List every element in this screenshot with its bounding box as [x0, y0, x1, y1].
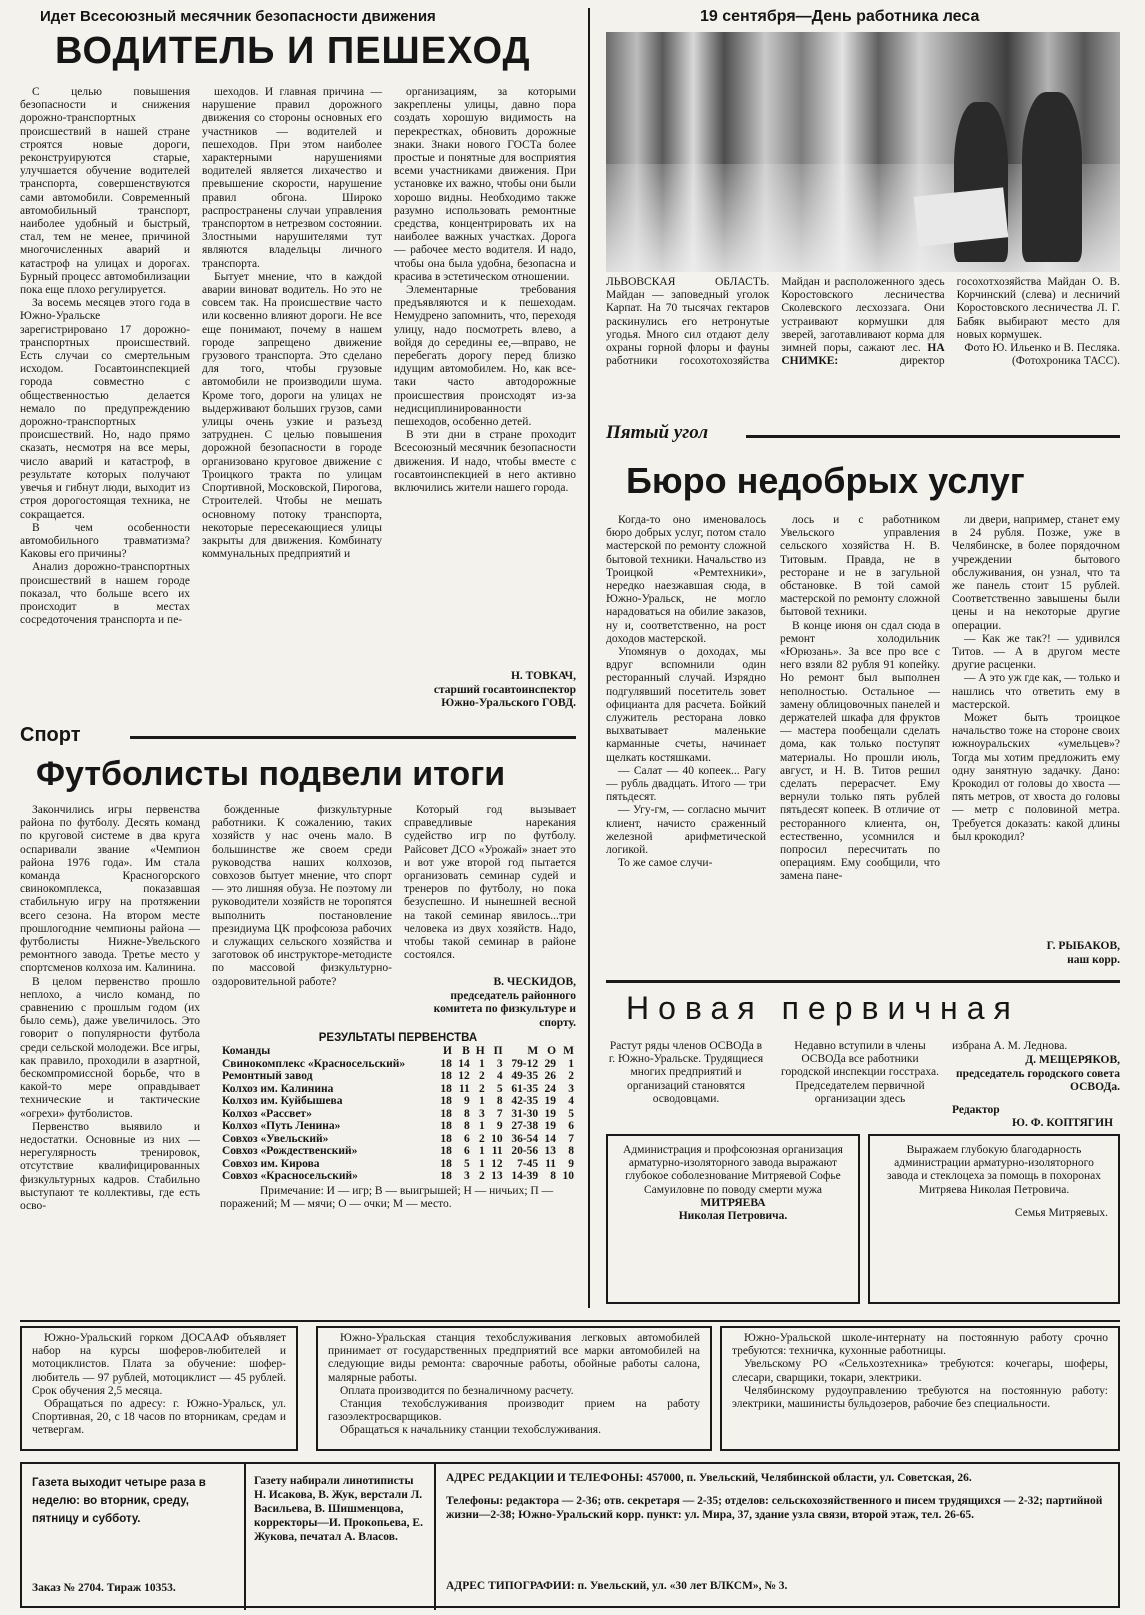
- results-cell: 3: [464, 1170, 470, 1183]
- forest-photo: [606, 32, 1120, 272]
- ad-jobs: Южно-Уральской школе-интернату на постоянную работу срочно требуются: техничка, кухонные работницы. Увельскому РО «Сельхозтехника» требуются: кочегары, шоферы, слесари, сварщики, токари, электрики. Челябинскому рудоуправлению требуются на постоянную работу: электрики, машинисты бульдозеров, рабочие без специальности.: [720, 1326, 1120, 1451]
- results-cell: 4: [496, 1070, 503, 1083]
- results-cell: 18: [440, 1095, 452, 1108]
- traffic-col-2: шеходов. И главная причина — нарушение правил дорожного движения со стороны основных его участников — водителей и пешеходов. При этом наиболее характерными нарушениями водителей является лихачество и превышение скорости, нарушение правил обгона. Широко распространены случаи управления транспортом в нетрезвом состоянии. Злостными нарушителями тут являются владельцы личного транспорта. Бытует мнение, что в каждой аварии виноват водитель. Но это не совсем так. На происшествие часто или косвенно влияют дороги. Не все еще понимают, почему в нашем городе запрещено движение грузового транспорта. Это сделано для того, чтобы грузовые автомобили не производили шума. Кроме того, дороги на улицах не выдерживают больших грузов, сами улицы очень узкие и разъезд затруднен. С целью повышения дорожной безопасности в городе организовано круговое движение с Троицкого тракта по улицам Спортивной, Московской, Пирогова, Строителей. Чтобы не мешать основному потоку транспорта, некоторые пересекающиеся улицы закрыты для движения. Комбинату коммунальных предприятий и: [202, 86, 382, 561]
- fifth-col-1: Когда-то оно именовалось бюро добрых услуг, потом стало мастерской по ремонту сложной бытовой техники. Начальство из Троицкой «Ремтехники», нередко наезжавшая сюда, в Южно-Уральск, не могло нарадоваться на обилие заказов, ну и, соответственно, на рост доходов мастерской. Упомянув о доходах, мы вдруг вспомнили один ресторанный случай. Изрядно подгулявший посетитель зовет официанта для расчета. Бойкий служитель ресторана ловко выхватывает маленькие карманные счеты, начинает щелкать костяшками. — Салат — 40 копеек... Рагу — рубль двадцать. Итого — три пятьдесят. — Угу-гм, — согласно мычит клиент, начисто сраженный железной арифметической логикой. То же самое случи-: [606, 514, 766, 870]
- results-cell: 18: [440, 1120, 452, 1133]
- results-cell: Ремонтный завод: [222, 1070, 313, 1083]
- table-row: [220, 1120, 576, 1133]
- footer-order: Заказ № 2704. Тираж 10353.: [32, 1582, 176, 1594]
- osvod-col-2: Недавно вступили в члены ОСВОДа все работники городской инспекции госстраха. Председателем первичной организации здесь: [781, 1040, 939, 1105]
- results-cell: 24: [544, 1082, 557, 1095]
- table-row: [220, 1170, 576, 1183]
- results-cell: 14-39: [511, 1170, 539, 1183]
- results-cell: Совхоз им. Кирова: [222, 1157, 320, 1170]
- traffic-col-1: С целью повышения безопасности и снижения дорожно-транспортных происшествий в нашей стране строятся новые дороги, реконструируются старые, улучшается обучение водителей транспорта, совершенствуются сами автомобили. Современный автомобильный транспорт, наиболее удобный и быстрый, стал, тем не менее, причиной многочисленных аварий и катастроф на улицах и дорогах. Бурный процесс автомобилизации пока еще плохо регулируется. За восемь месяцев этого года в Южно-Уральске зарегистрировано 17 дорожно-транспортных происшествий. Есть случаи со смертельным исходом. Госавтоинспекцией города совместно с общественностью делается немало по предупреждению дорожно-транспортных происшествий. Но, надо прямо сказать, несмотря на все меры, число аварий и катастроф, в результате которых получают увечья и гибнут люди, выходит из строя дорогостоящая техника, не сокращается. В чем особенности автомобильного травматизма? Каковы его причины? Анализ дорожно-транспортных происшествий в нашем городе показал, что больше всего их происходит в местах сосредоточения транспорта и пе-: [20, 86, 190, 627]
- editor-line: Редактор Ю. Ф. КОПТЯГИН: [952, 1104, 1114, 1130]
- results-cell: Совхоз «Увельский»: [222, 1132, 329, 1145]
- results-cell: 5: [496, 1082, 503, 1095]
- results-cell: 18: [440, 1057, 452, 1070]
- results-cell: 7: [496, 1107, 503, 1120]
- results-cell: 18: [440, 1082, 452, 1095]
- results-cell: 18: [440, 1107, 452, 1120]
- results-cell: 11: [545, 1157, 557, 1170]
- osvod-col-1: Растут ряды членов ОСВОДа в г. Южно-Уральске. Трудящиеся многих предприятий и организаций становятся осводовцами.: [608, 1040, 764, 1105]
- fifth-rubric: Пятый угол: [606, 422, 746, 444]
- results-cell: 6: [464, 1145, 470, 1158]
- results-cell: 79-12: [511, 1057, 539, 1070]
- osvod-rule-top: [606, 980, 1120, 983]
- footer-staff: Газету набирали линотиписты Н. Исакова, В. Жук, верстали Л. Васильева, В. Шишменцова, корректоры—И. Прокопьева, Е. Жукова, печатал А. Власов.: [254, 1475, 423, 1543]
- results-cell: 18: [440, 1145, 452, 1158]
- traffic-kicker: Идет Всесоюзный месячник безопасности движения: [40, 8, 436, 25]
- results-cell: 29: [544, 1057, 557, 1070]
- results-cell: 14: [544, 1132, 557, 1145]
- traffic-title: ВОДИТЕЛЬ И ПЕШЕХОД: [55, 30, 531, 72]
- results-cell: 2: [478, 1170, 485, 1183]
- footer-imprint: [20, 1462, 1120, 1608]
- footer-address: АДРЕС РЕДАКЦИИ И ТЕЛЕФОНЫ: 457000, п. Увельский, Челябинской области, ул. Советская, 26.: [446, 1472, 972, 1484]
- results-cell: 18: [440, 1170, 452, 1183]
- results-cell: 9: [568, 1157, 574, 1170]
- results-cell: 10: [491, 1132, 503, 1145]
- results-cell: 1: [568, 1057, 574, 1070]
- results-table-block: [220, 1032, 576, 1312]
- sport-title: Футболисты подвели итоги: [36, 755, 506, 793]
- results-cell: 11: [458, 1082, 470, 1095]
- results-cell: 9: [464, 1095, 470, 1108]
- results-cell: 36-54: [511, 1132, 539, 1145]
- results-cell: 18: [440, 1070, 452, 1083]
- sport-signature: В. ЧЕСКИДОВ, председатель районного комитета по физкультуре и спорту.: [433, 976, 576, 1029]
- table-row: [220, 1070, 576, 1083]
- results-cell: 5: [568, 1107, 574, 1120]
- results-header-cell: М: [563, 1045, 574, 1058]
- results-cell: Колхоз «Путь Ленина»: [222, 1120, 341, 1133]
- footer-print-address: АДРЕС ТИПОГРАФИИ: п. Увельский, ул. «30 лет ВЛКСМ», № 3.: [446, 1580, 788, 1592]
- sport-col-1: Закончились игры первенства района по футболу. Десять команд по круговой системе в два круга оспаривали звание «Чемпион района 1976 года». Им стала команда Красногорского свинокомплекса, показавшая стабильную игру на протяжении всего сезона. На втором месте прошлогодние чемпионы района — футболисты Нижне-Увельского ремонтного завода. Третье место у спортсменов колхоза им. Калинина. В целом первенство прошло неплохо, а число команд, по сравнению с прошлым годом (их было семь), даже увеличилось. Это говорит о популярности футбола среди сельской молодежи. Все игры, как правило, проходили в азартной, бескомпромиссной борьбе, что в какой-то мере оправдывает технические и тактические «огрехи» футболистов. Первенство выявило и недостатки. Основные из них — нерегулярность тренировок, отсутствие квалифицированных физкультурных кадров. Стабильно выступают те коллективы, где есть осво-: [20, 804, 200, 1213]
- sport-col-2: божденные физкультурные работники. К сожалению, таких хозяйств у нас очень мало. В большинстве же своем среди руководства наших колхозов, совхозов бытует мнение, что спорт — это лишняя обуза. Не поэтому ли руководители хозяйств не торопятся выполнить постановление президиума ЦК профсоюза рабочих и служащих сельского хозяйства и заготовок об инструкторе-методисте по массовой физкультурно-оздоровительной работе?: [212, 804, 392, 988]
- results-title: РЕЗУЛЬТАТЫ ПЕРВЕНСТВА: [318, 1032, 478, 1044]
- results-cell: 10: [562, 1170, 574, 1183]
- fifth-title: Бюро недобрых услуг: [626, 460, 1025, 501]
- results-header-cell: Команды: [222, 1045, 271, 1058]
- results-cell: 49-35: [511, 1070, 539, 1083]
- osvod-title: Новая первичная: [626, 990, 1020, 1026]
- fifth-col-2: лось и с работником Увельского управления сельского хозяйства Н. В. Титовым. Правда, не в ресторане и не в загульной обстановке. В той самой мастерской по ремонту сложной бытовой техники. В конце июня он сдал сюда в ремонт холодильник «Юрюзань». За все про все с него взяли 82 рубля 91 копейку. Но ремонт был выполнен неполностью. Остальное — замену облицовочных панелей и держателей шкафа для фруктов — мастера пообещали сделать дома, как только поступят материалы. Но прошли июль, август, и Н. В. Титов решил сделать перерасчет. Ему вернули только пять рублей пятьдесят копеек. В отличие от ресторанного клиента, он, естественно, усомнился и попросил пересчитать по операциям. Ему сообщили, что замена пане-: [780, 514, 940, 883]
- condolence-box-1: Администрация и профсоюзная организация арматурно-изоляторного завода выражают глубокое соболезнование Митряевой Софье Самуиловне по поводу смерти мужа МИТРЯЕВА Николая Петровича.: [606, 1134, 860, 1304]
- ad-service-station: Южно-Уральская станция техобслуживания легковых автомобилей принимает от государственных предприятий все марки автомобилей на следующие виды ремонта: сварочные работы, обойные работы салона, малярные работы. Оплата производится по безналичному расчету. Станция техобслуживания производит прием на работу газоэлектросварщиков. Обращаться к начальнику станции техобслуживания.: [316, 1326, 712, 1451]
- results-cell: 1: [478, 1120, 485, 1133]
- results-cell: 11: [491, 1145, 503, 1158]
- results-cell: 42-35: [511, 1095, 539, 1108]
- results-cell: 1: [478, 1057, 485, 1070]
- results-cell: 8: [464, 1120, 470, 1133]
- results-header-cell: Н: [475, 1045, 485, 1058]
- results-cell: 19: [544, 1107, 557, 1120]
- results-header-cell: П: [493, 1045, 503, 1058]
- sport-rubric: Спорт: [20, 724, 130, 747]
- results-header-cell: В: [462, 1045, 470, 1058]
- results-cell: 12: [458, 1070, 470, 1083]
- results-cell: 13: [544, 1145, 557, 1158]
- results-cell: 13: [491, 1170, 503, 1183]
- footer-divider-2: [434, 1464, 436, 1610]
- results-cell: 1: [478, 1095, 485, 1108]
- results-table: [220, 1045, 576, 1183]
- forest-caption: ЛЬВОВСКАЯ ОБЛАСТЬ. Майдан — заповедный уголок Карпат. На 70 тысячах гектаров раскинулись его нетронутые угодья. Много сил отдают делу охраны горной флоры и фауны работники госохотохозяйства Майдан и расположенного здесь Коростовского лесничества Сколевского лесхоззага. Они устраивают кормушки для зверей, заготавливают корма для зимней поры, сажают лес. НА СНИМКЕ: директор госохотхозяйства Майдан О. В. Корчинский (слева) и лесничий Коростовского лесничества Л. Г. Бабяк выбирают место для новых кормушек. Фото Ю. Ильенко и В. Песляка. (Фотохроника ТАСС).: [606, 276, 1120, 368]
- results-cell: 1: [478, 1145, 485, 1158]
- results-header-cell: О: [547, 1045, 557, 1058]
- results-cell: 3: [478, 1107, 485, 1120]
- results-cell: 2: [478, 1132, 485, 1145]
- results-cell: 3: [496, 1057, 503, 1070]
- fifth-signature: Г. РЫБАКОВ, наш корр.: [1046, 940, 1120, 966]
- footer-phones: Телефоны: редактора — 2-36; отв. секретаря — 2-35; отделов: сельскохозяйственного и писем трудящихся — 2-32; партийной жизни—2-38; Южно-Уральский корр. пункт: ул. Мира, 37, здание узла связи, второй этаж, тел. 26-65.: [446, 1495, 1103, 1521]
- results-cell: 31-30: [511, 1107, 539, 1120]
- table-row: [220, 1145, 576, 1158]
- results-cell: 2: [478, 1082, 485, 1095]
- forest-kicker: 19 сентября—День работника леса: [700, 8, 980, 25]
- table-row: [220, 1133, 576, 1146]
- results-cell: 27-38: [511, 1120, 539, 1133]
- results-cell: 12: [491, 1157, 503, 1170]
- traffic-col-3: организациям, за которыми закреплены улицы, давно пора создать хорошую видимость на перекрестках, обновить дорожные знаки. Знаки нового ГОСТа более простые и понятные для восприятия всеми участниками движения. При установке их важно, чтобы они были хорошо видны. Необходимо также разумно использовать ремонтные средства, концентрировать их на наиболее важных участках. Дорога — рабочее место водителя. И надо, чтобы она была удобна, безопасна и красива в эстетическом отношении. Элементарные требования предъявляются и к пешеходам. Немудрено запомнить, что, переходя улицу, надо посмотреть влево, а войдя до середины ее,—вправо, не перебегать дорогу перед близко идущим автомобилем. Но, как все-таки часто автодорожные происшествия происходят из-за недисциплинированности пешеходов, особенно детей. В эти дни в стране проходит Всесоюзный месячник безопасности движения. И надо, чтобы вместе с госавтоинспекцией в него активно включились жители нашего города.: [394, 86, 576, 495]
- results-cell: 6: [568, 1120, 574, 1133]
- results-cell: Колхоз им. Куйбышева: [222, 1095, 343, 1108]
- results-cell: 61-35: [511, 1082, 539, 1095]
- results-cell: Колхоз им. Калинина: [222, 1082, 334, 1095]
- results-cell: 7-45: [517, 1157, 539, 1170]
- results-note: Примечание: И — игр; В — выигрышей; Н — ничьих; П — поражений; М — мячи; О — очки; М — место.: [220, 1184, 554, 1210]
- sport-col-3: Который год вызывает справедливые нарекания судейство игр по футболу. Райсовет ДСО «Урожай» знает это и вот уже второй год пытается организовать семинар судей и тренеров по футболу, но пока безуспешно. И нынешней весной на такой семинар явилось...три человека из двух хозяйств. Надо, чтобы такой семинар в районе состоялся.: [404, 804, 576, 962]
- results-cell: 5: [464, 1157, 470, 1170]
- footer-schedule: Газета выходит четыре раза в неделю: во вторник, среду, пятницу и субботу.: [32, 1477, 206, 1525]
- results-cell: 19: [544, 1095, 557, 1108]
- traffic-signature: Н. ТОВКАЧ, старший госавтоинспектор Южно-Уральского ГОВД.: [433, 670, 576, 709]
- results-header-cell: И: [442, 1045, 452, 1058]
- results-cell: 4: [568, 1095, 574, 1108]
- results-cell: 8: [550, 1170, 557, 1183]
- results-cell: 1: [478, 1157, 485, 1170]
- results-cell: 6: [464, 1132, 470, 1145]
- osvod-signature: Д. МЕЩЕРЯКОВ, председатель городского совета ОСВОДа.: [955, 1054, 1120, 1093]
- ads-rule: [20, 1320, 1120, 1322]
- results-cell: 8: [496, 1095, 503, 1108]
- results-cell: Свинокомплекс «Красносельский»: [222, 1057, 406, 1070]
- results-cell: 8: [464, 1107, 470, 1120]
- table-row: [220, 1058, 576, 1071]
- results-cell: Колхоз «Рассвет»: [222, 1107, 312, 1120]
- table-row: [220, 1095, 576, 1108]
- results-cell: 14: [458, 1057, 470, 1070]
- results-cell: 9: [496, 1120, 503, 1133]
- results-cell: 7: [568, 1132, 574, 1145]
- results-cell: 3: [568, 1082, 574, 1095]
- results-cell: 19: [544, 1120, 557, 1133]
- results-cell: Совхоз «Рождественский»: [222, 1145, 358, 1158]
- results-cell: 26: [544, 1070, 557, 1083]
- table-row: [220, 1158, 576, 1171]
- table-row: [220, 1108, 576, 1121]
- results-cell: 18: [440, 1157, 452, 1170]
- results-header-cell: М: [527, 1045, 539, 1058]
- condolence-box-2: Выражаем глубокую благодарность администрации арматурно-изоляторного завода и стеклоцеха за помощь в похоронах Митряева Николая Петровича. Семья Митряевых.: [868, 1134, 1120, 1304]
- results-cell: 18: [440, 1132, 452, 1145]
- results-cell: Совхоз «Красносельский»: [222, 1170, 358, 1183]
- column-rule: [588, 8, 590, 1308]
- fifth-col-3: ли двери, например, станет ему в 24 рубля. Позже, уже в Челябинске, в более порядочном учреждении бытового обслуживания, он узнал, что та же панель стоит 15 рублей. Соответственно завышены были цены и на некоторые другие операции. — Как же так?! — удивился Титов. — А в другом месте другие расценки. — А это уж где как, — только и нашлись что ответить ему в мастерской. Может быть троицкое начальство тоже на стороне своих южноуральских «умельцев»? Тогда мы хотим предложить ему одну занятную задачку. Дано: Крокодил от головы до хвоста — пять метров, от хвоста до головы — метр с половиной метра. Требуется доказать: какой длины был крокодил?: [952, 514, 1120, 843]
- footer-divider-1: [244, 1464, 246, 1610]
- results-cell: 2: [478, 1070, 485, 1083]
- ad-dosaaf: Южно-Уральский горком ДОСААФ объявляет набор на курсы шоферов-любителей и мотоциклистов. Плата за обучение: шофер-любитель — 97 рублей, мотоциклист — 45 рублей. Срок обучения 2,5 месяца. Обращаться по адресу: г. Южно-Уральск, ул. Спортивная, 20, с 18 часов по вторникам, средам и четвергам.: [20, 1326, 298, 1451]
- table-row: [220, 1083, 576, 1096]
- osvod-col-3: избрана А. М. Леднова.: [952, 1040, 1068, 1052]
- results-cell: 2: [568, 1070, 574, 1083]
- results-cell: 8: [568, 1145, 574, 1158]
- results-cell: 20-56: [511, 1145, 539, 1158]
